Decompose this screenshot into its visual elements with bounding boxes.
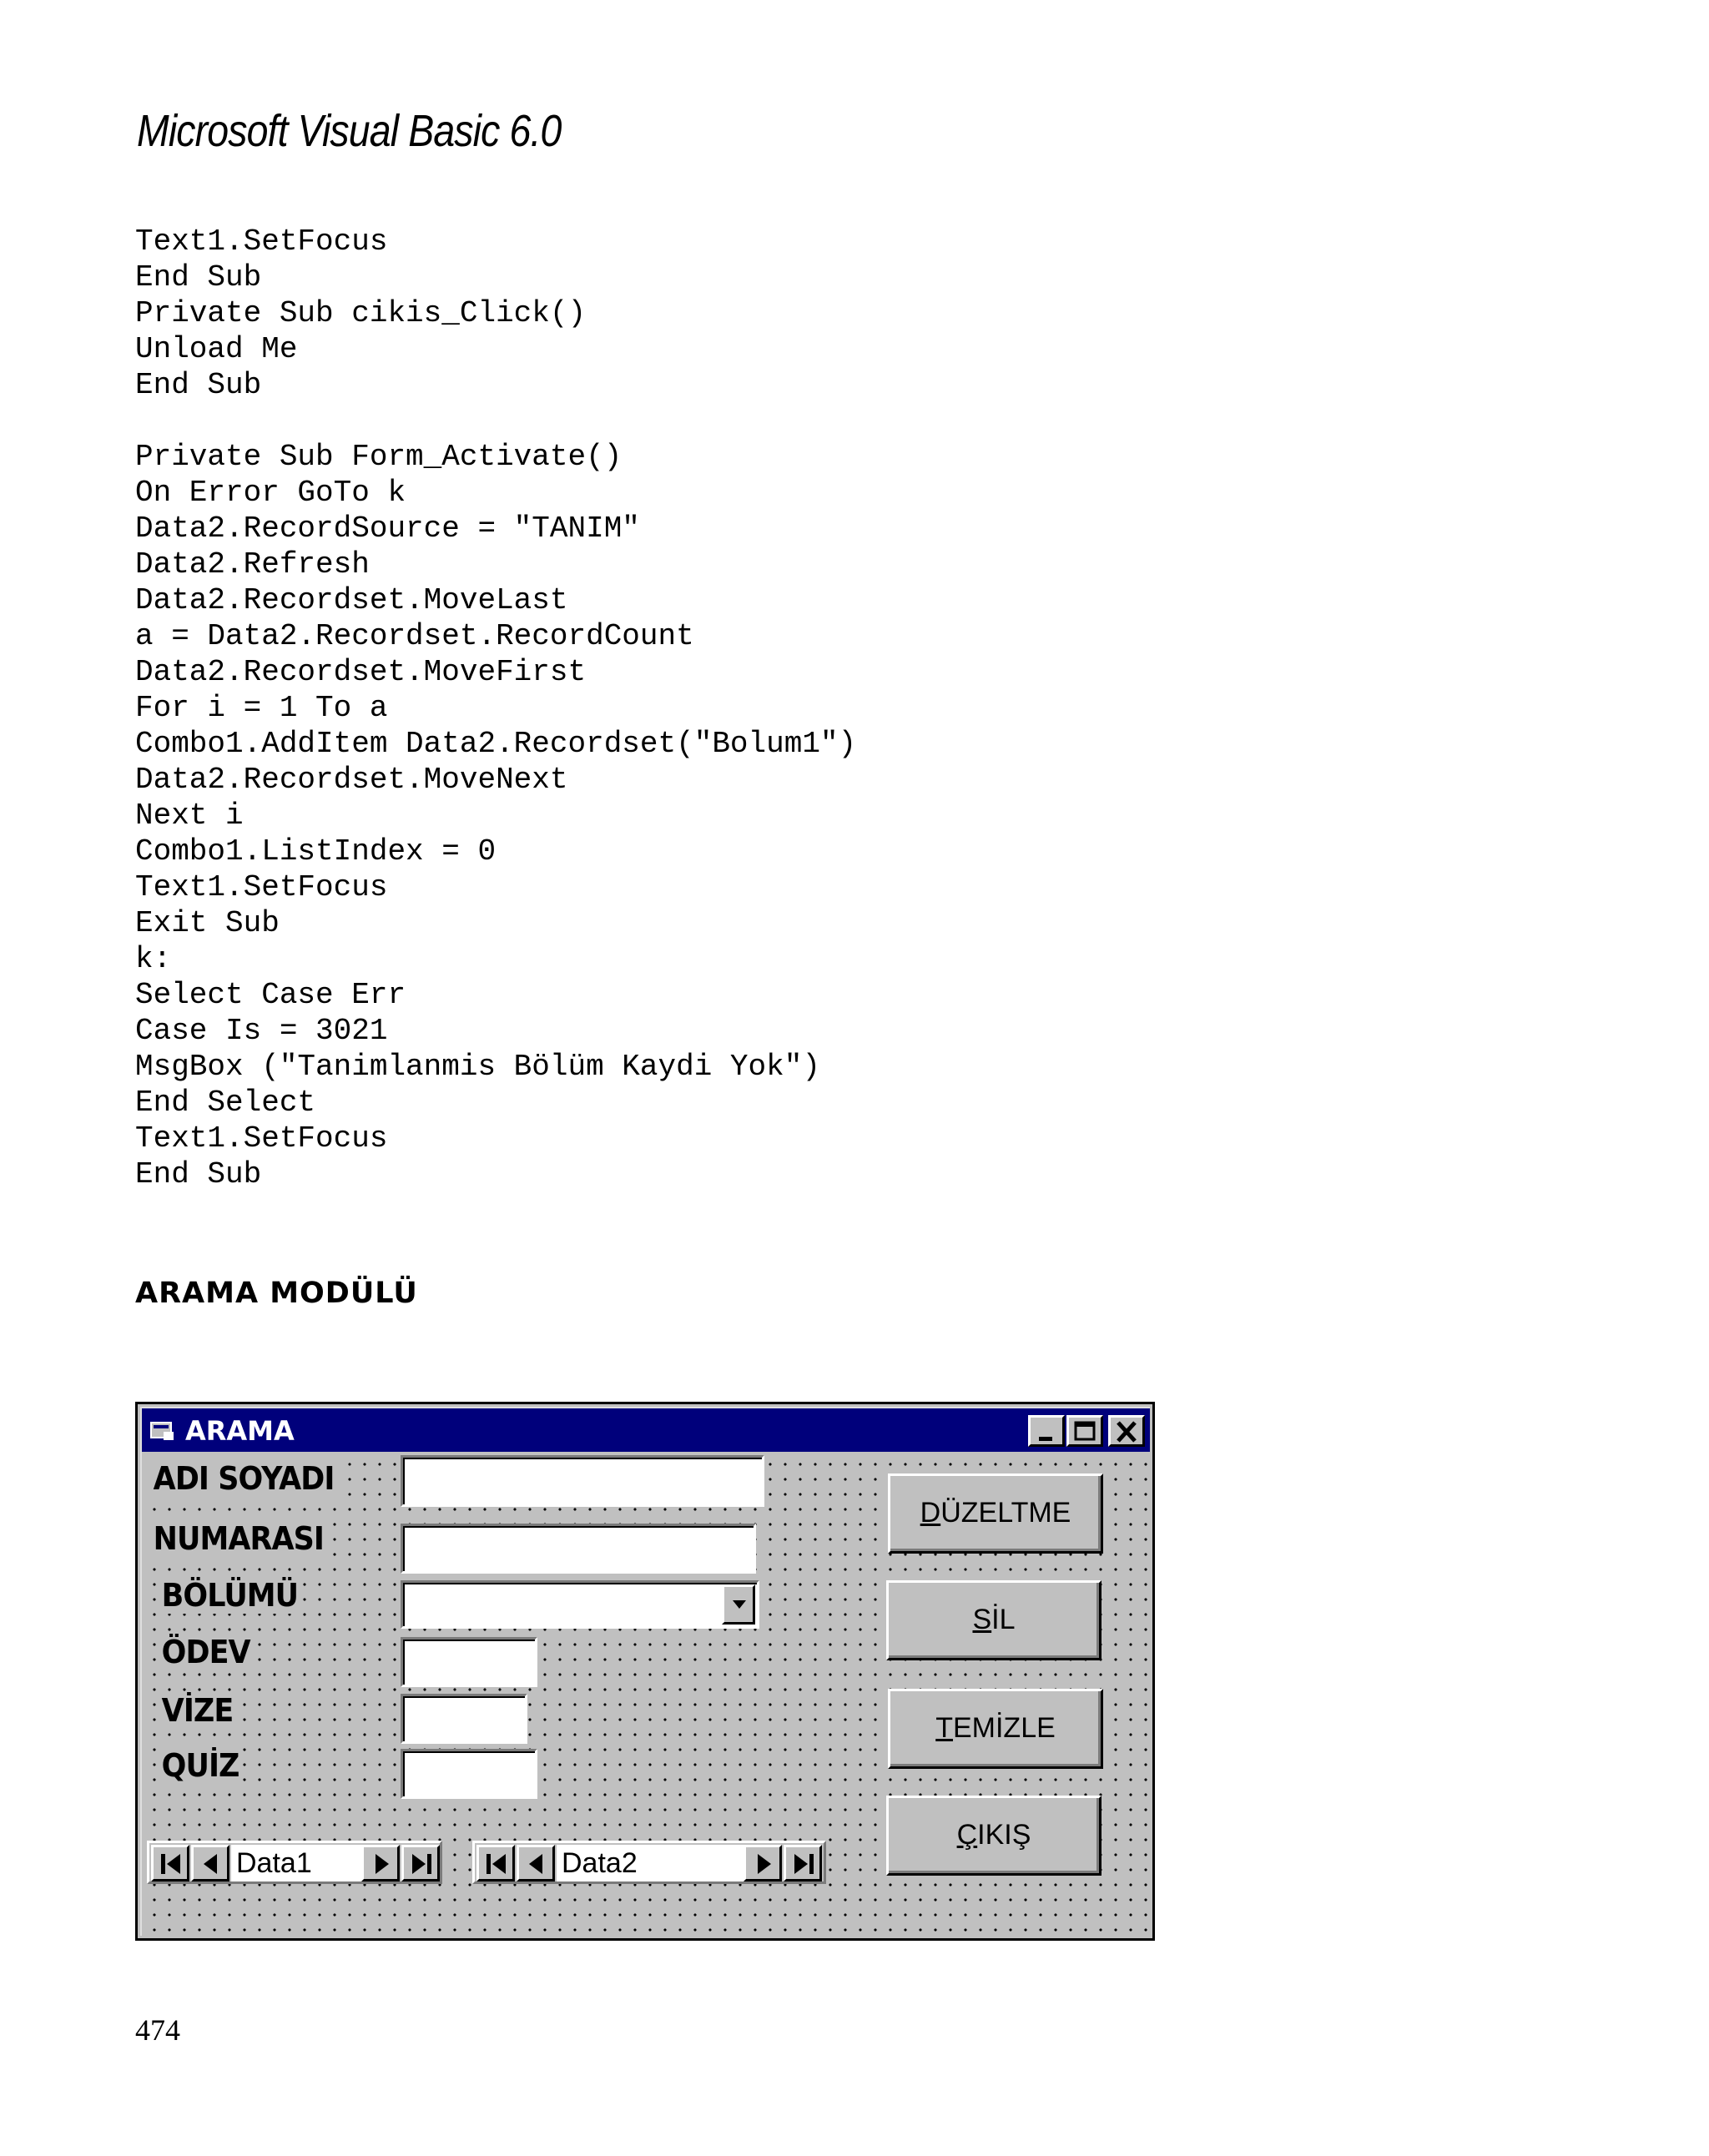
odev-input[interactable]: [401, 1637, 537, 1687]
form-icon: [150, 1420, 177, 1442]
code-line: Case Is = 3021: [135, 1014, 388, 1048]
code-listing: [135, 224, 856, 1192]
temizle-button[interactable]: [888, 1689, 1103, 1769]
numarasi-input[interactable]: [401, 1524, 756, 1574]
duzeltme-button[interactable]: [888, 1473, 1103, 1554]
previous-record-icon: [526, 1852, 547, 1876]
maximize-icon: [1072, 1420, 1097, 1443]
temizle-access-key: T: [935, 1712, 953, 1744]
data2-last-record-button[interactable]: [784, 1845, 822, 1881]
code-line: MsgBox ("Tanimlanmis Bölüm Kaydi Yok"): [135, 1050, 820, 1084]
label-quiz: QUİZ: [159, 1747, 242, 1784]
next-record-icon: [753, 1852, 774, 1876]
code-line: Exit Sub: [135, 906, 280, 940]
code-line: Private Sub cikis_Click(): [135, 296, 587, 330]
code-line: Data2.Refresh: [135, 547, 370, 582]
data2-next-record-button[interactable]: [744, 1845, 782, 1881]
data1-last-record-button[interactable]: [401, 1845, 440, 1881]
sil-button[interactable]: [886, 1580, 1102, 1660]
arama-form-window: [135, 1402, 1155, 1941]
form-client-area: [142, 1452, 1150, 1936]
cikis-button[interactable]: [886, 1796, 1102, 1876]
label-bolumu: BÖLÜMÜ: [159, 1577, 301, 1614]
close-button[interactable]: [1108, 1415, 1145, 1447]
data1-first-record-button[interactable]: [151, 1845, 189, 1881]
last-record-icon: [793, 1852, 814, 1876]
data1-control: [147, 1841, 442, 1884]
duzeltme-access-key: D: [920, 1497, 941, 1529]
minimize-button[interactable]: [1028, 1415, 1065, 1447]
data2-first-record-button[interactable]: [476, 1845, 515, 1881]
code-line: End Sub: [135, 260, 262, 295]
code-line: For i = 1 To a: [135, 691, 388, 725]
label-adi-soyadi: ADI SOYADI: [150, 1460, 337, 1497]
code-line: End Sub: [135, 1157, 262, 1191]
label-vize: VİZE: [159, 1692, 236, 1729]
data1-caption: Data1: [231, 1845, 361, 1881]
page-number: 474: [135, 2013, 180, 2047]
code-line: End Select: [135, 1086, 316, 1120]
code-line: [135, 403, 856, 439]
code-line: Data2.Recordset.MoveFirst: [135, 655, 587, 689]
next-record-icon: [371, 1852, 392, 1876]
duzeltme-label: ÜZELTME: [940, 1497, 1071, 1529]
code-line: End Sub: [135, 368, 262, 402]
code-line: k:: [135, 942, 172, 976]
previous-record-icon: [200, 1852, 222, 1876]
code-line: Data2.RecordSource = "TANIM": [135, 511, 640, 546]
label-odev: ÖDEV: [159, 1634, 253, 1670]
sil-label: İL: [991, 1604, 1016, 1635]
code-line: Combo1.AddItem Data2.Recordset("Bolum1"): [135, 727, 857, 761]
code-line: Select Case Err: [135, 978, 406, 1012]
maximize-button[interactable]: [1066, 1415, 1103, 1447]
vize-input[interactable]: [401, 1694, 527, 1744]
minimize-icon: [1034, 1420, 1059, 1443]
code-line: Data2.Recordset.MoveLast: [135, 583, 568, 617]
first-record-icon: [486, 1852, 507, 1876]
data2-control: [472, 1841, 826, 1884]
code-line: Next i: [135, 798, 244, 833]
first-record-icon: [160, 1852, 182, 1876]
combobox-dropdown-button[interactable]: [722, 1584, 755, 1625]
code-line: Text1.SetFocus: [135, 870, 388, 904]
code-line: Unload Me: [135, 332, 298, 366]
code-line: Text1.SetFocus: [135, 224, 388, 259]
code-line: Data2.Recordset.MoveNext: [135, 763, 568, 797]
chevron-down-icon: [731, 1599, 748, 1610]
section-heading: ARAMA MODÜLÜ: [135, 1277, 418, 1310]
bolumu-combobox[interactable]: [401, 1580, 759, 1629]
data2-caption: Data2: [557, 1845, 744, 1881]
adi-soyadi-input[interactable]: [401, 1455, 764, 1507]
title-bar[interactable]: [142, 1408, 1150, 1452]
code-line: On Error GoTo k: [135, 476, 406, 510]
cikis-label: IKIŞ: [977, 1819, 1031, 1851]
code-line: a = Data2.Recordset.RecordCount: [135, 619, 694, 653]
cikis-access-key: Ç: [956, 1819, 978, 1851]
window-title: ARAMA: [185, 1415, 295, 1447]
data1-previous-record-button[interactable]: [191, 1845, 229, 1881]
book-title: Microsoft Visual Basic 6.0: [137, 106, 562, 156]
code-line: Text1.SetFocus: [135, 1121, 388, 1156]
quiz-input[interactable]: [401, 1749, 537, 1799]
data1-next-record-button[interactable]: [361, 1845, 400, 1881]
last-record-icon: [411, 1852, 432, 1876]
data2-previous-record-button[interactable]: [517, 1845, 555, 1881]
code-line: Combo1.ListIndex = 0: [135, 834, 497, 869]
sil-access-key: S: [972, 1604, 992, 1635]
label-numarasi: NUMARASI: [150, 1520, 327, 1557]
temizle-label: EMİZLE: [952, 1712, 1056, 1744]
code-line: Private Sub Form_Activate(): [135, 440, 623, 474]
close-icon: [1114, 1420, 1139, 1443]
